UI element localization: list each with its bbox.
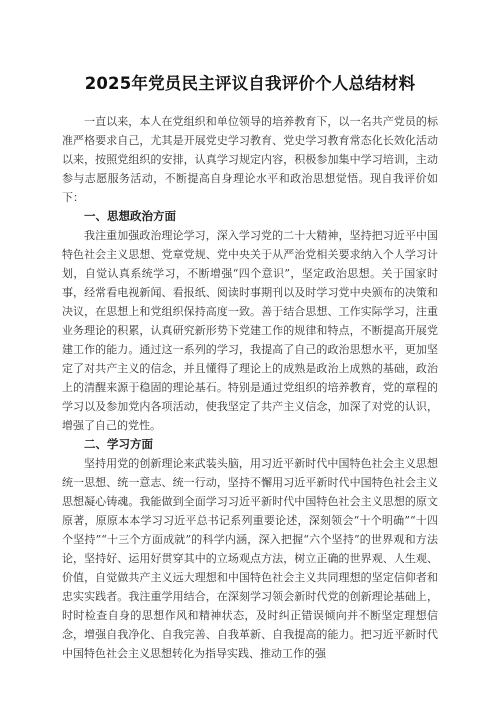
section-heading-ideology: 一、思想政治方面	[84, 209, 176, 223]
section-heading-study: 二、学习方面	[84, 437, 153, 451]
section-body-study: 坚持用党的创新理论来武装头脑，用习近平新时代中国特色社会主义思想统一思想、统一意志、统一行动，坚持不懈用习近平新时代中国特色社会主义思想凝心铸魂。我能做到全面学习习近平新时代中国特色社会主义思想的原文原著，原原本本学习习近平总书记系列重要论述，深刻领会“十个明确”“十四个坚持”“十三个方面成就”的科学内涵，深入把握“六个坚持”的世界观和方法论，坚持好、运用好贯穿其中的立场观点方法，树立正确的世界观、人生观、价值，自觉做共产主义远大理想和中国特色社会主义共同理想的坚定信仰者和忠实实践者。我注重学用结合，在深刻学习领会新时代党的创新理论基础上，时时检查自身的思想作风和精神状态，及时纠正错误倾向并不断坚定理想信念，增强自我净化、自我完善、自我革新、自我提高的能力。把习近平新时代中国特色社会主义思想转化为指导实践、推动工作的强	[62, 457, 438, 660]
document-title: 2025年党员民主评议自我评价个人总结材料	[84, 74, 416, 93]
intro-paragraph: 一直以来，本人在党组织和单位领导的培养教育下，以一名共产党员的标准严格要求自己，尤其是开展党史学习教育、党史学习教育常态化长效化活动以来，按照党组织的安排，认真学习规定内容，积极参加集中学习培训，主动参与志愿服务活动，不断提高自身理论水平和政治思想觉悟。现自我评价如下：	[62, 115, 438, 204]
section-body-ideology: 我注重加强政治理论学习，深入学习党的二十大精神，坚持把习近平中国特色社会主义思想、党章党规、党中央关于从严治党相关要求纳入个人学习计划，自觉认真系统学习，不断增强“四个意识”，坚定政治思想。关于国家时事，经常看电视新闻、看报纸、阅读时事期刊以及时学习党中央颁布的决策和决议，在思想上和党组织保持高度一致。善于结合思想、工作实际学习，注重业务理论的积累，认真研究新形势下党建工作的规律和特点，不断提高开展党建工作的能力。通过这一系列的学习，我提高了自己的政治思想水平，更加坚定了对共产主义的信念，并且懂得了理论上的成熟是政治上成熟的基础，政治上的清醒来源于稳固的理论基石。特别是通过党组织的培养教育，党的章程的学习以及参加党内各项活动，使我坚定了共产主义信念，加深了对党的认识，增强了自己的党性。	[62, 229, 438, 432]
